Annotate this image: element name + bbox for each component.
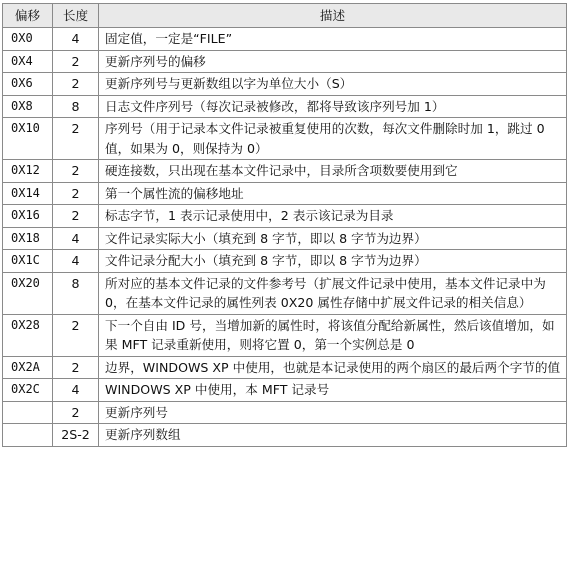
table-row (3, 356, 567, 379)
offset-cell (3, 424, 53, 447)
table-row (3, 182, 567, 205)
table-row (3, 160, 567, 183)
length-cell: 4 (53, 227, 99, 250)
offset-cell: 0X20 (3, 272, 53, 314)
description-cell: 更新序列号与更新数组以字为单位大小（S） (99, 73, 567, 96)
table-row (3, 379, 567, 402)
length-cell: 2 (53, 182, 99, 205)
length-cell: 2 (53, 401, 99, 424)
description-cell: 序列号（用于记录本文件记录被重复使用的次数，每次文件删除时加 1，跳过 0 值，如果为 0，则保持为 0） (99, 118, 567, 160)
table-row (3, 205, 567, 228)
description-cell: 更新序列数组 (99, 424, 567, 447)
description-cell: 硬连接数，只出现在基本文件记录中，目录所含项数要使用到它 (99, 160, 567, 183)
offset-cell: 0X4 (3, 50, 53, 73)
offset-cell: 0X2C (3, 379, 53, 402)
description-cell: 文件记录实际大小（填充到 8 字节，即以 8 字节为边界） (99, 227, 567, 250)
length-cell: 2 (53, 50, 99, 73)
length-cell: 2 (53, 205, 99, 228)
offset-cell: 0X16 (3, 205, 53, 228)
description-cell: 日志文件序列号（每次记录被修改，都将导致该序列号加 1） (99, 95, 567, 118)
description-cell: 更新序列号 (99, 401, 567, 424)
description-cell: 下一个自由 ID 号，当增加新的属性时，将该值分配给新属性，然后该值增加，如果 MFT 记录重新使用，则将它置 0，第一个实例总是 0 (99, 314, 567, 356)
description-cell: 第一个属性流的偏移地址 (99, 182, 567, 205)
length-cell: 2 (53, 160, 99, 183)
description-cell: 文件记录分配大小（填充到 8 字节，即以 8 字节为边界） (99, 250, 567, 273)
table-row (3, 95, 567, 118)
mft-header-table (2, 3, 567, 447)
offset-cell (3, 401, 53, 424)
description-cell: WINDOWS XP 中使用，本 MFT 记录号 (99, 379, 567, 402)
table-row (3, 227, 567, 250)
offset-cell: 0X2A (3, 356, 53, 379)
length-cell: 2 (53, 73, 99, 96)
offset-cell: 0X8 (3, 95, 53, 118)
offset-cell: 0X28 (3, 314, 53, 356)
offset-cell: 0X18 (3, 227, 53, 250)
description-cell: 边界，WINDOWS XP 中使用，也就是本记录使用的两个扇区的最后两个字节的值 (99, 356, 567, 379)
length-cell: 2 (53, 314, 99, 356)
length-cell: 4 (53, 250, 99, 273)
table-row (3, 401, 567, 424)
table-header-row (3, 4, 567, 28)
table-row (3, 73, 567, 96)
table-row (3, 424, 567, 447)
description-cell: 更新序列号的偏移 (99, 50, 567, 73)
length-cell: 2 (53, 356, 99, 379)
length-cell: 8 (53, 272, 99, 314)
description-cell: 标志字节，1 表示记录使用中，2 表示该记录为目录 (99, 205, 567, 228)
offset-cell: 0X1C (3, 250, 53, 273)
offset-cell: 0X12 (3, 160, 53, 183)
table-row (3, 314, 567, 356)
header-description: 描述 (99, 4, 567, 28)
table-row (3, 50, 567, 73)
table-row (3, 118, 567, 160)
header-length: 长度 (53, 4, 99, 28)
length-cell: 4 (53, 28, 99, 51)
description-cell: 所对应的基本文件记录的文件参考号（扩展文件记录中使用，基本文件记录中为 0，在基本文件记录的属性列表 0X20 属性存储中扩展文件记录的相关信息） (99, 272, 567, 314)
length-cell: 8 (53, 95, 99, 118)
offset-cell: 0X6 (3, 73, 53, 96)
table-row (3, 272, 567, 314)
length-cell: 2S-2 (53, 424, 99, 447)
table-row (3, 250, 567, 273)
length-cell: 4 (53, 379, 99, 402)
length-cell: 2 (53, 118, 99, 160)
header-offset: 偏移 (3, 4, 53, 28)
offset-cell: 0X0 (3, 28, 53, 51)
offset-cell: 0X14 (3, 182, 53, 205)
description-cell: 固定值，一定是“FILE” (99, 28, 567, 51)
table-row (3, 28, 567, 51)
offset-cell: 0X10 (3, 118, 53, 160)
